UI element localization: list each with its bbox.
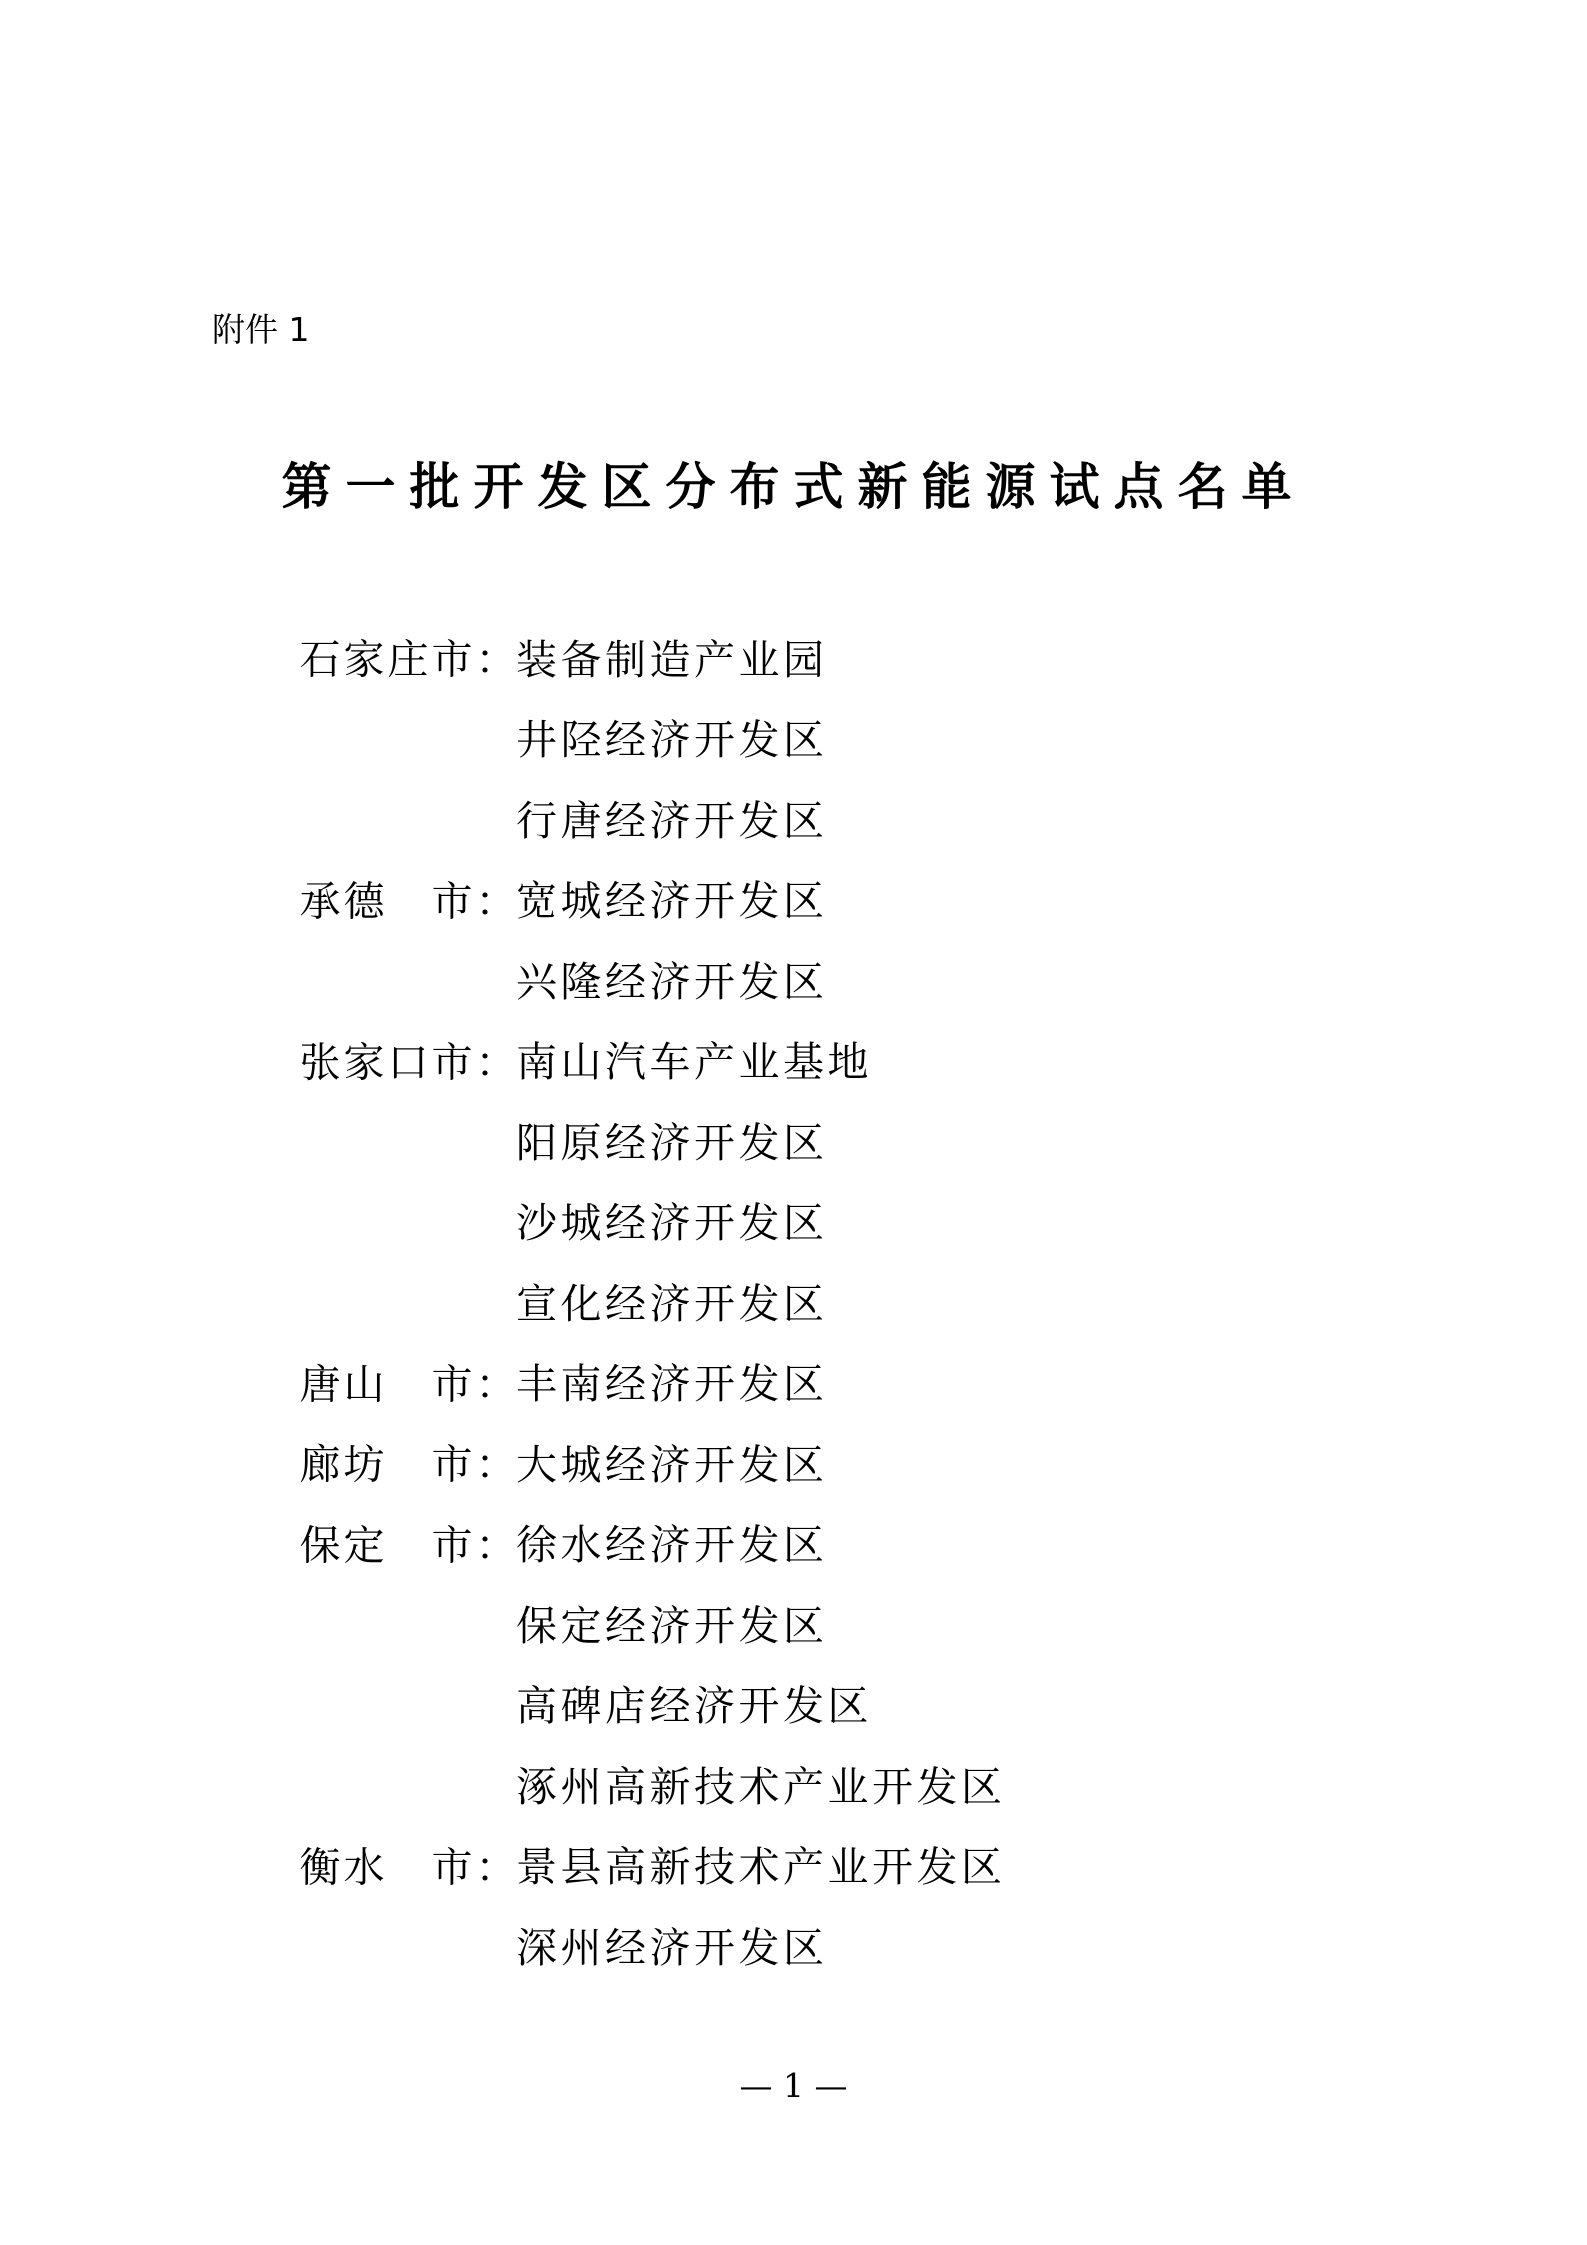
city-char: 廊 [299,1440,341,1489]
zone-name: 宽城经济开发区 [516,877,828,926]
city-char: 口 [387,1038,429,1087]
city-char: 庄 [387,635,429,684]
city-colon: ： [475,1360,517,1409]
list-row [300,1264,1006,1345]
list-row [300,1586,1006,1667]
city-char: 衡 [299,1843,341,1892]
list-row [300,1103,1006,1184]
city-char: 市 [431,1521,473,1570]
list-row [300,701,1006,782]
list-row [300,1425,1006,1506]
city-char: 石 [299,635,341,684]
city-colon: ： [475,1843,517,1892]
city-label [300,1264,516,1345]
city-char: 张 [299,1038,341,1087]
city-label [300,1828,516,1909]
list-row [300,1667,1006,1748]
pilot-list [300,620,1006,1989]
list-row [300,1908,1006,1989]
attachment-label: 附件 1 [212,310,310,349]
city-label [300,1747,516,1828]
city-char: 市 [431,635,473,684]
city-char: 市 [431,877,473,926]
list-row [300,1184,1006,1265]
city-label [300,1425,516,1506]
list-row [300,1345,1006,1426]
zone-name: 装备制造产业园 [516,635,828,684]
zone-name: 高碑店经济开发区 [516,1682,872,1731]
city-label [300,620,516,701]
city-label [300,1667,516,1748]
city-char: 承 [299,877,341,926]
list-row [300,1023,1006,1104]
city-label [300,1506,516,1587]
zone-name: 徐水经济开发区 [516,1521,828,1570]
list-row [300,781,1006,862]
zone-name: 沙城经济开发区 [516,1199,828,1248]
zone-name: 丰南经济开发区 [516,1360,828,1409]
city-char: 定 [343,1521,385,1570]
city-char: 家 [343,1038,385,1087]
city-label [300,1103,516,1184]
city-colon: ： [475,877,517,926]
city-colon: ： [475,1521,517,1570]
zone-name: 南山汽车产业基地 [516,1038,872,1087]
city-char: 家 [343,635,385,684]
city-char: 水 [343,1843,385,1892]
city-char: 市 [431,1038,473,1087]
list-row [300,620,1006,701]
city-char: 德 [343,877,385,926]
city-label [300,701,516,782]
city-char: 山 [343,1360,385,1409]
city-char: 市 [431,1440,473,1489]
city-colon: ： [475,1440,517,1489]
city-colon: ： [475,1038,517,1087]
zone-name: 井陉经济开发区 [516,716,828,765]
list-row [300,1506,1006,1587]
city-colon: ： [475,635,517,684]
list-row [300,1747,1006,1828]
city-label [300,1908,516,1989]
list-row [300,862,1006,943]
zone-name: 涿州高新技术产业开发区 [516,1762,1006,1811]
city-label [300,781,516,862]
city-char: 唐 [299,1360,341,1409]
zone-name: 宣化经济开发区 [516,1279,828,1328]
city-char: 市 [431,1843,473,1892]
zone-name: 保定经济开发区 [516,1601,828,1650]
page-number: — 1 — [739,2066,848,2105]
city-label [300,1023,516,1104]
zone-name: 大城经济开发区 [516,1440,828,1489]
list-row [300,942,1006,1023]
zone-name: 行唐经济开发区 [516,796,828,845]
city-label [300,862,516,943]
city-char: 市 [431,1360,473,1409]
city-char: 坊 [343,1440,385,1489]
zone-name: 深州经济开发区 [516,1923,828,1972]
zone-name: 景县高新技术产业开发区 [516,1843,1006,1892]
city-label [300,942,516,1023]
zone-name: 兴隆经济开发区 [516,957,828,1006]
zone-name: 阳原经济开发区 [516,1118,828,1167]
city-label [300,1586,516,1667]
city-label [300,1184,516,1265]
city-char: 保 [299,1521,341,1570]
city-label [300,1345,516,1426]
document-title: 第一批开发区分布式新能源试点名单 [281,457,1306,516]
list-row [300,1828,1006,1909]
